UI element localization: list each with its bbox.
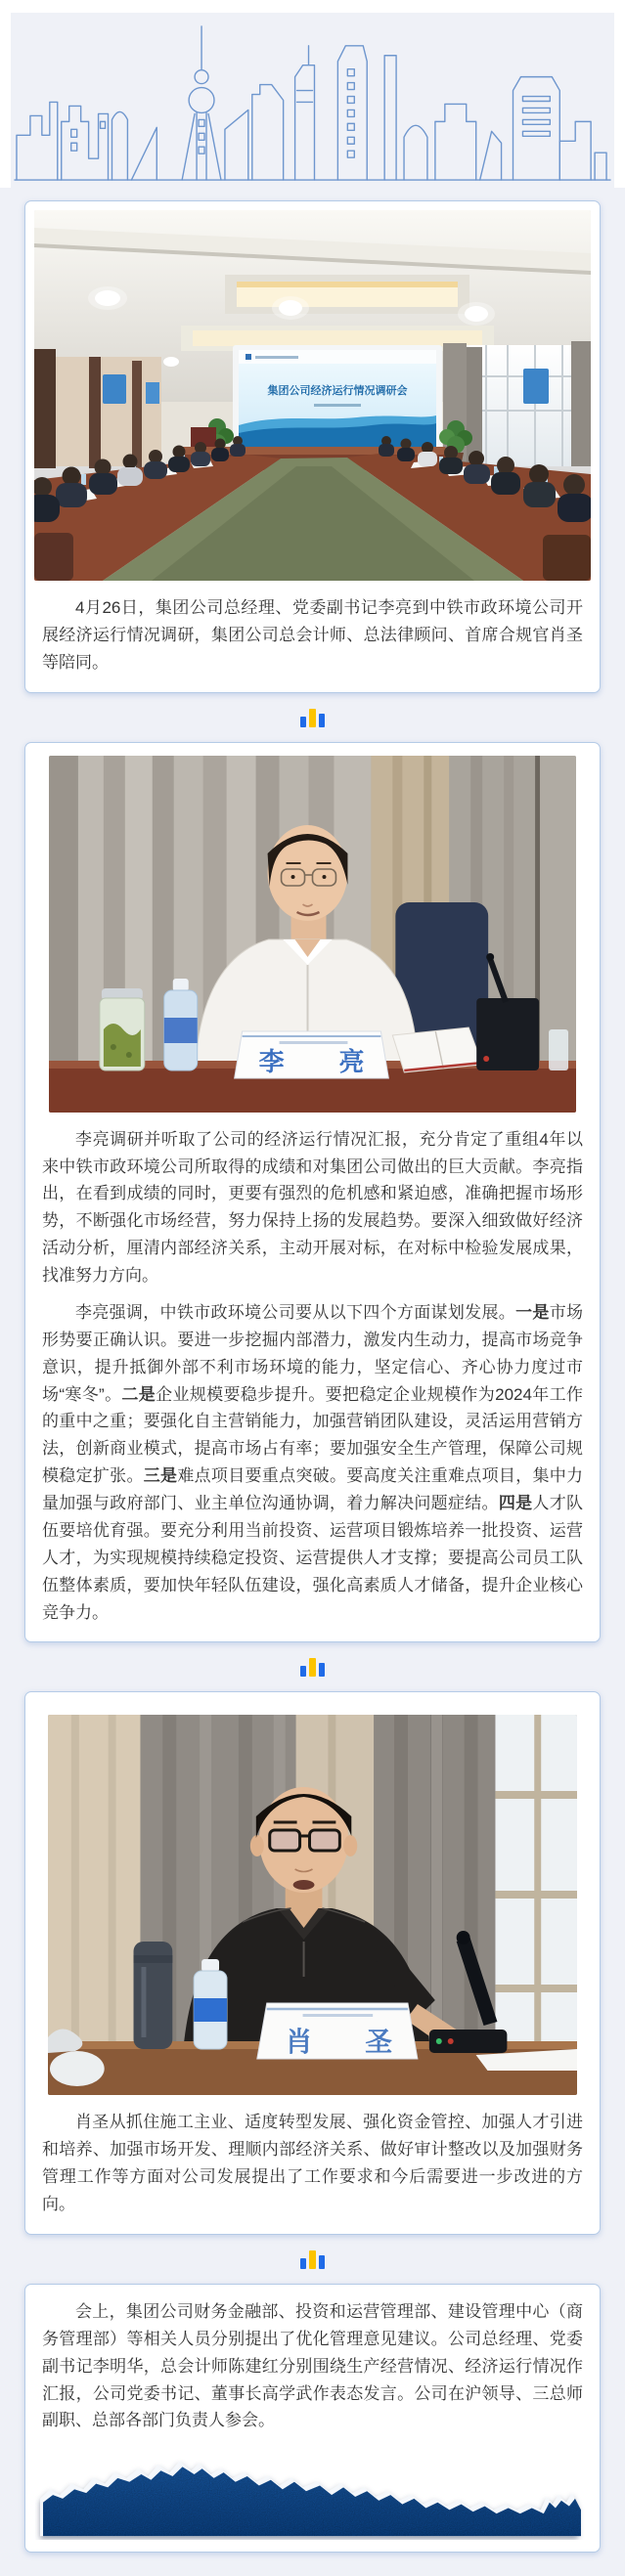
liliang-scene	[49, 756, 576, 1113]
cup	[50, 2051, 105, 2086]
paragraph: 4月26日，集团公司总经理、党委副书记李亮到中铁市政环境公司开展经济运行情况调研，集团公司总会计师、总法律顾问、首席合规官肖圣等陪同。	[42, 598, 583, 672]
section-card-liliang	[24, 742, 601, 1643]
section-divider	[0, 693, 625, 742]
paragraph: 肖圣从抓住施工主业、适度转型发展、强化资金管控、加强人才引进和培养、加强市场开发、理顺内部经济关系、做好审计整改以及加强财务管理工作等方面对公司发展提出了工作要求和今后需要进一步改进的方向。	[42, 2113, 583, 2213]
bar-chart-divider-icon	[300, 708, 325, 727]
liliang-remarks-text	[25, 1113, 600, 1642]
open-book	[392, 1027, 482, 1072]
wall-screen-right	[523, 369, 549, 404]
presentation-screen	[233, 345, 442, 453]
name-card-givenname: 亮	[338, 1046, 365, 1076]
summary-text	[25, 2285, 600, 2450]
top-white-margin	[0, 0, 625, 13]
xiaosheng-photo-frame	[25, 1692, 600, 2095]
tea-jar	[100, 988, 145, 1070]
section-card-summary	[24, 2284, 601, 2553]
name-card	[257, 2003, 418, 2059]
xiaosheng-remarks-text	[25, 2095, 600, 2234]
water-bottle	[164, 979, 198, 1070]
screen-title-text: 集团公司经济运行情况调研会	[267, 385, 408, 397]
name-card-givenname: 圣	[365, 2027, 393, 2058]
glass	[549, 1029, 568, 1070]
conference-room-photo[interactable]	[34, 210, 591, 581]
article-body	[0, 188, 625, 2576]
section-divider	[0, 2235, 625, 2284]
wall-screen-left	[103, 374, 126, 404]
name-card-surname: 肖	[285, 2027, 313, 2058]
skyline-svg	[11, 13, 614, 188]
city-skyline-illustration	[11, 13, 614, 188]
water-bottle	[194, 1959, 227, 2049]
intro-text	[25, 581, 600, 692]
torn-paper-svg	[35, 2454, 590, 2540]
conference-room-scene	[34, 210, 591, 581]
paragraph: 会上，集团公司财务金融部、投资和运营管理部、建设管理中心（商务管理部）等相关人员分别提出了优化管理意见建议。公司总经理、党委副书记李明华，总会计师陈建红分别围绕生产经营情况、经济运行情况作汇报，公司党委书记、董事长高学武作表态发言。公司在沪领导、三总师副职、总部各部门负责人参会。	[42, 2301, 583, 2430]
torn-paper-graphic	[35, 2454, 590, 2540]
thermos	[134, 1942, 173, 2049]
name-card-surname: 李	[258, 1046, 285, 1076]
paragraph: 李亮强调，中铁市政环境公司要从以下四个方面谋划发展。一是市场形势要正确认识。要进一步挖掘内部潜力，激发内生动力，提高市场竞争意识，提升抵御外部不利市场环境的能力，坚定信心、齐心协力度过市场“寒冬”。二是企业规模要稳步提升。要把稳定企业规模作为2024年工作的重中之重；要强化自主营销能力，加强营销团队建设，灵活运用营销方法，创新商业模式，提高市场占有率；要加强安全生产管理，保障公司规模稳定扩张。三是难点项目要重点突破。要高度关注重难点项目，集中力量加强与政府部门、业主单位沟通协调，着力解决问题症结。四是人才队伍要培优育强。要充分利用当前投资、运营项目锻炼培养一批投资、运营人才，为实现规模持续稳定投资、运营提供人才支撑；要提高公司员工队伍整体素质，要加快年轻队伍建设，强化高素质人才储备，提升企业核心竞争力。	[42, 1302, 584, 1622]
conference-photo-frame	[25, 201, 600, 581]
bar-chart-divider-icon	[300, 2249, 325, 2269]
section-divider	[0, 1642, 625, 1691]
liliang-photo-frame	[25, 743, 600, 1113]
liliang-photo[interactable]	[49, 756, 576, 1113]
paragraph: 李亮调研并听取了公司的经济运行情况汇报，充分肯定了重组4年以来中铁市政环境公司所取得的成绩和对集团公司做出的巨大贡献。李亮指出，在看到成绩的同时，更要有强烈的危机感和紧迫感，准确把握市场形势，不断强化市场经营，努力保持上扬的发展趋势。要深入细致做好经济活动分析，厘清内部经济关系，主动开展对标，在对标中检验发展成果，找准努力方向。	[42, 1129, 583, 1285]
xiaosheng-photo[interactable]	[48, 1715, 577, 2095]
xiaosheng-scene	[48, 1715, 577, 2095]
name-card	[235, 1031, 389, 1078]
section-card-intro	[24, 200, 601, 693]
bar-chart-divider-icon	[300, 1657, 325, 1677]
section-card-xiaosheng	[24, 1691, 601, 2235]
